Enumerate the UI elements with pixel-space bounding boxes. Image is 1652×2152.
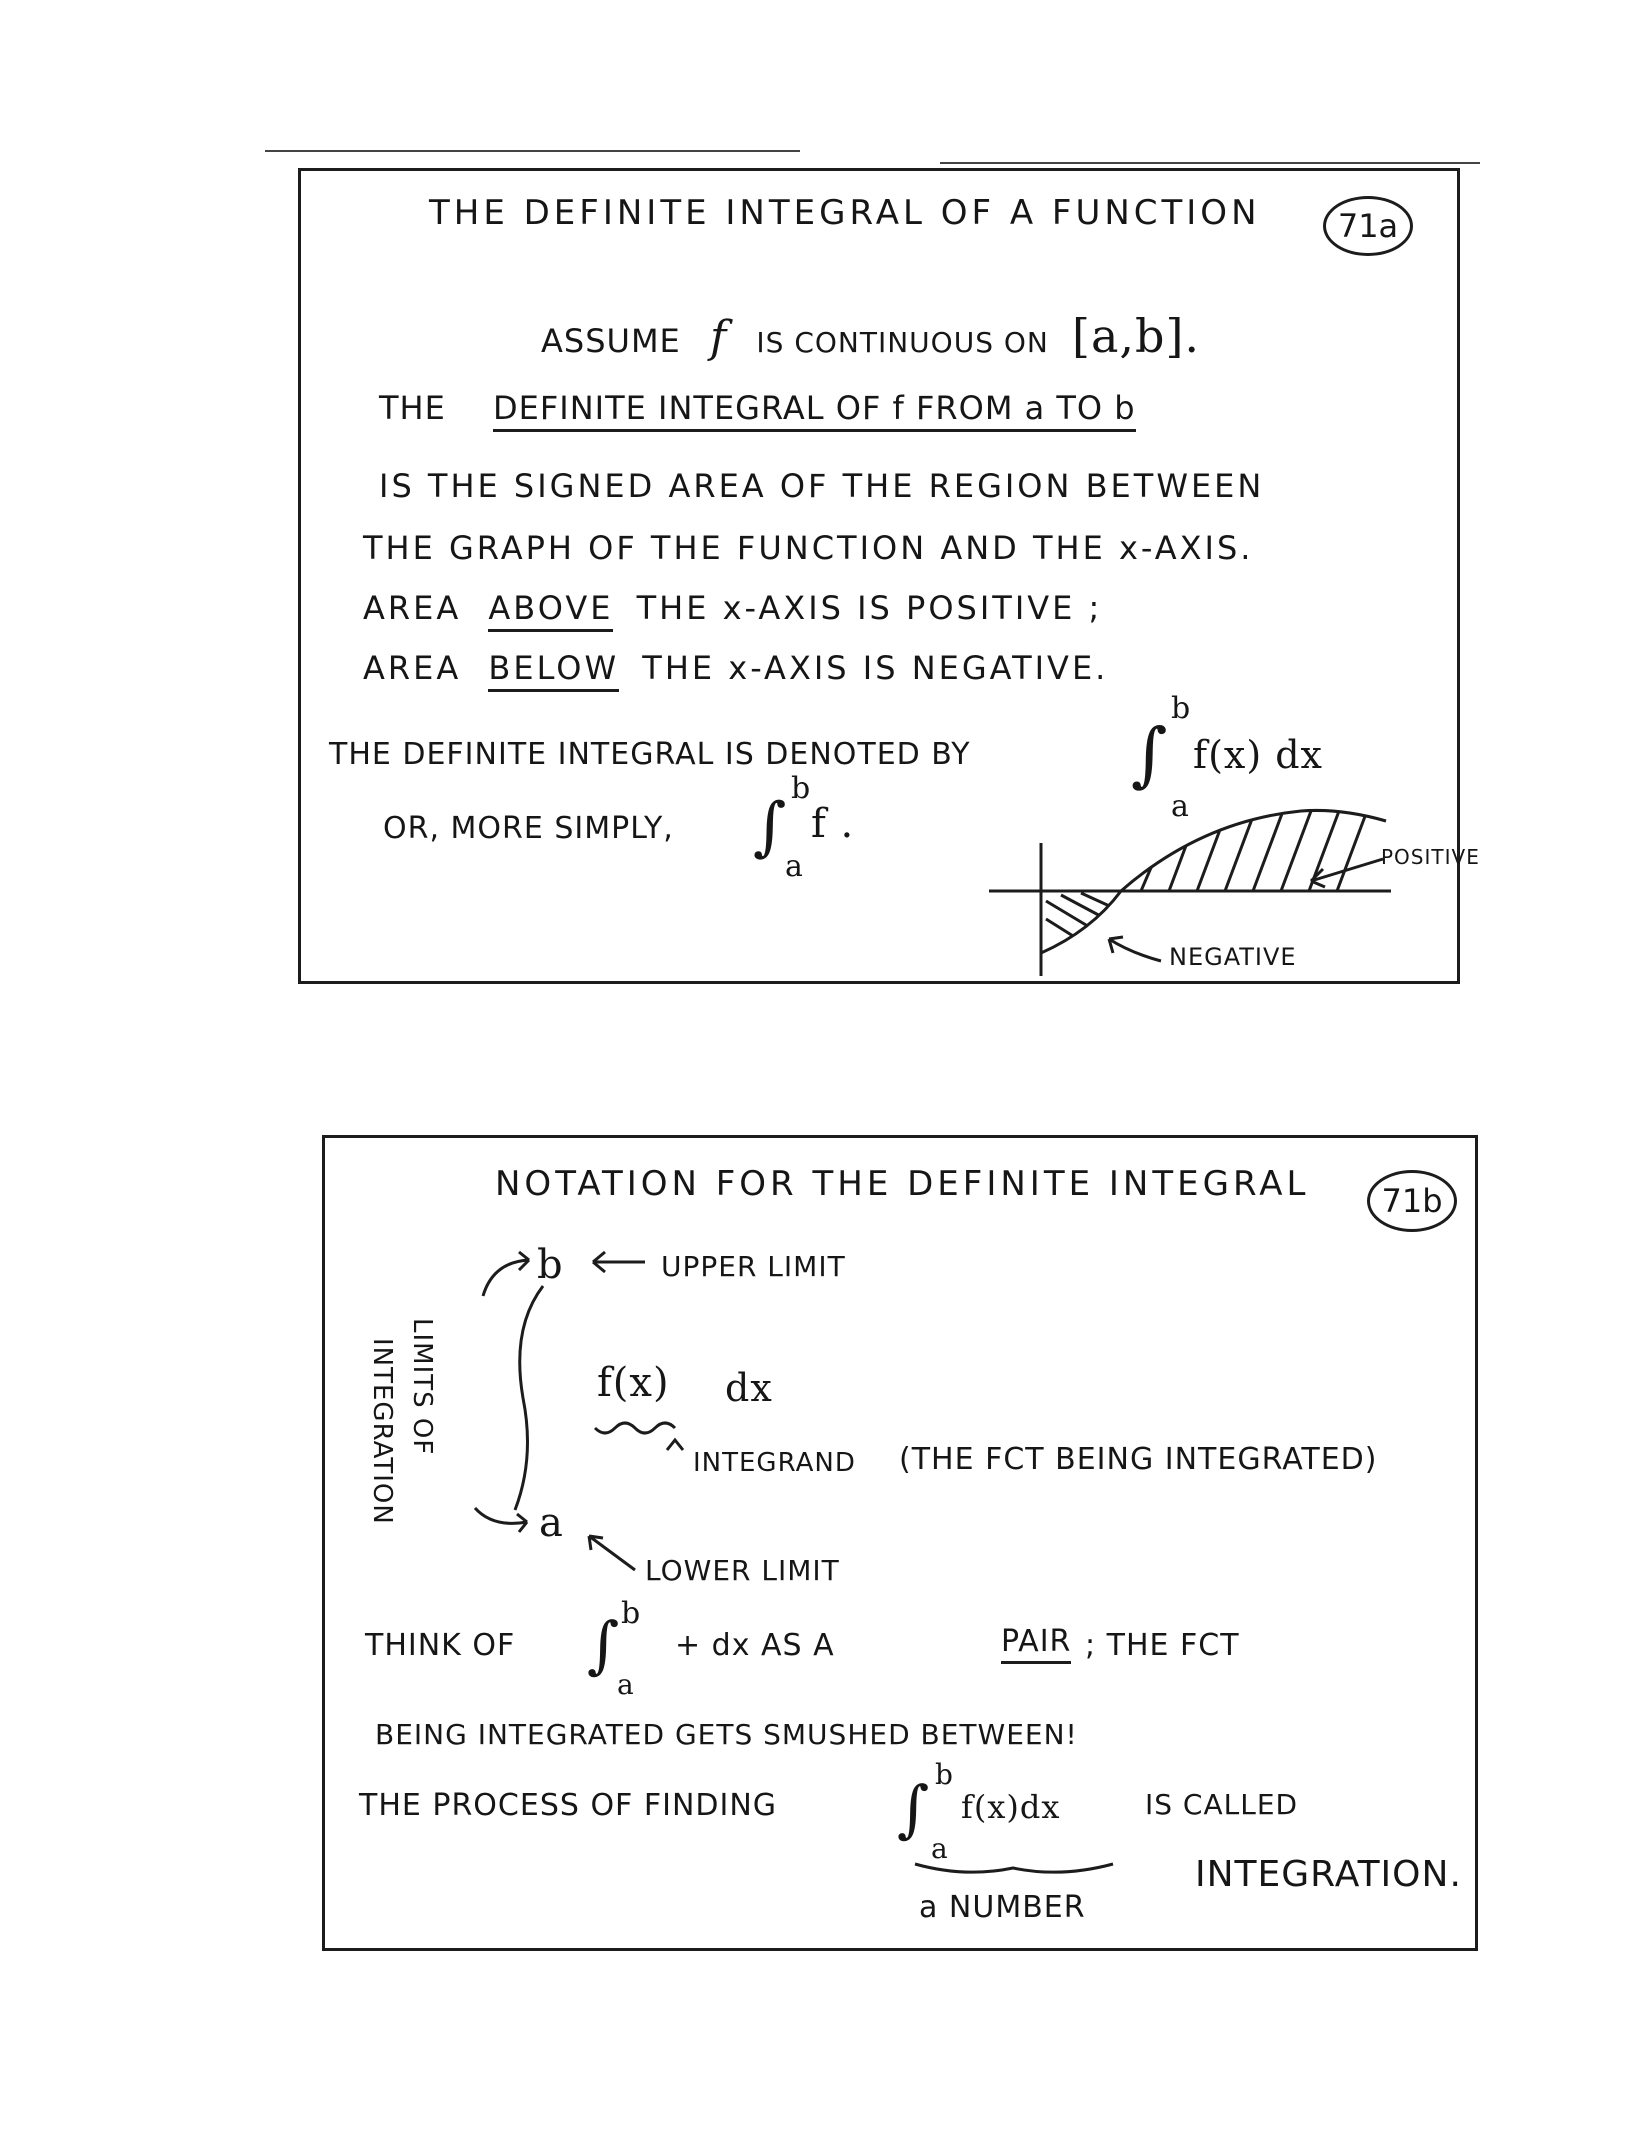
lower-limit-label: LOWER LIMIT xyxy=(645,1554,840,1587)
think-integral-sign: ∫ xyxy=(587,1608,621,1681)
side-label-limits: LIMITS OF xyxy=(407,1318,437,1456)
process-line: THE PROCESS OF FINDING xyxy=(359,1788,778,1823)
process-integrand: f(x)dx xyxy=(961,1788,1061,1826)
integral-sign: ∫ xyxy=(1131,713,1169,795)
process-integral-sign: ∫ xyxy=(897,1772,931,1845)
process-lower-limit: a xyxy=(931,1832,949,1865)
process-post: IS CALLED xyxy=(1145,1788,1299,1821)
short-integral-lower-limit: a xyxy=(785,849,804,884)
integration-word: INTEGRATION. xyxy=(1195,1854,1462,1895)
smushed-line: BEING INTEGRATED GETS SMUSHED BETWEEN! xyxy=(375,1718,1078,1751)
integral-lower-limit: a xyxy=(1171,789,1190,824)
card-a-line5: AREA ABOVE THE x-AXIS IS POSITIVE ; xyxy=(363,589,1102,627)
integrand-arrow xyxy=(667,1440,683,1450)
card-a-number: 71a xyxy=(1323,196,1413,256)
process-upper-limit: b xyxy=(935,1758,954,1791)
card-a-line1: ASSUME f IS CONTINUOUS ON [a,b]. xyxy=(541,309,1201,363)
number-underbrace xyxy=(915,1864,1113,1872)
scan-rule-right xyxy=(940,162,1480,164)
integrand-note: (THE FCT BEING INTEGRATED) xyxy=(899,1442,1378,1477)
side-label-integration: INTEGRATION xyxy=(367,1338,397,1525)
think-lower-limit: a xyxy=(617,1668,635,1701)
short-integral-upper-limit: b xyxy=(791,771,812,806)
card-a-line7: THE DEFINITE INTEGRAL IS DENOTED BY xyxy=(329,737,971,772)
limits-bracket xyxy=(515,1286,543,1510)
negative-arrow xyxy=(1109,937,1161,961)
negative-hatching xyxy=(1046,893,1116,941)
signed-area-sketch xyxy=(301,171,1457,981)
integrand-label: INTEGRAND xyxy=(693,1448,856,1478)
think-mid: + dx AS A xyxy=(675,1628,835,1663)
card-a-line8: OR, MORE SIMPLY, xyxy=(383,811,674,846)
card-a-line2: THE DEFINITE INTEGRAL OF f FROM a TO b xyxy=(379,389,1136,427)
card-71a xyxy=(298,168,1480,984)
positive-label: POSITIVE xyxy=(1381,845,1480,869)
negative-label: NEGATIVE xyxy=(1169,943,1297,971)
upper-limit-arrow xyxy=(593,1252,645,1272)
short-integral-sign: ∫ xyxy=(753,790,788,864)
integrand-expression: f(x) xyxy=(597,1360,670,1406)
scan-rule-left xyxy=(265,150,800,152)
upper-limit-symbol: b xyxy=(537,1242,564,1288)
card-a-line3: IS THE SIGNED AREA OF THE REGION BETWEEN xyxy=(379,467,1265,505)
integrand-underbrace xyxy=(595,1423,675,1433)
sketch-curve xyxy=(1041,810,1386,953)
card-b-title: NOTATION FOR THE DEFINITE INTEGRAL xyxy=(495,1164,1310,1204)
card-a-line4: THE GRAPH OF THE FUNCTION AND THE x-AXIS. xyxy=(363,529,1254,567)
number-label: a NUMBER xyxy=(919,1890,1086,1925)
card-a-line6: AREA BELOW THE x-AXIS IS NEGATIVE. xyxy=(363,649,1108,687)
think-pair: PAIR xyxy=(1001,1624,1071,1664)
card-a-title: THE DEFINITE INTEGRAL OF A FUNCTION xyxy=(429,193,1261,233)
limits-upper-arrow xyxy=(483,1252,529,1296)
short-integral-integrand: f . xyxy=(811,801,855,847)
integral-integrand: f(x) dx xyxy=(1193,733,1323,777)
lower-limit-symbol: a xyxy=(539,1500,564,1546)
dx-expression: dx xyxy=(725,1366,773,1410)
limits-lower-arrow xyxy=(475,1508,527,1532)
think-post: ; THE FCT xyxy=(1085,1628,1240,1663)
think-upper-limit: b xyxy=(621,1596,642,1631)
upper-limit-label: UPPER LIMIT xyxy=(661,1250,846,1283)
think-line: THINK OF xyxy=(365,1628,516,1663)
lower-limit-arrow xyxy=(589,1536,635,1570)
integral-upper-limit: b xyxy=(1171,691,1192,726)
card-71b xyxy=(322,1135,1478,1951)
card-b-number: 71b xyxy=(1367,1170,1457,1232)
